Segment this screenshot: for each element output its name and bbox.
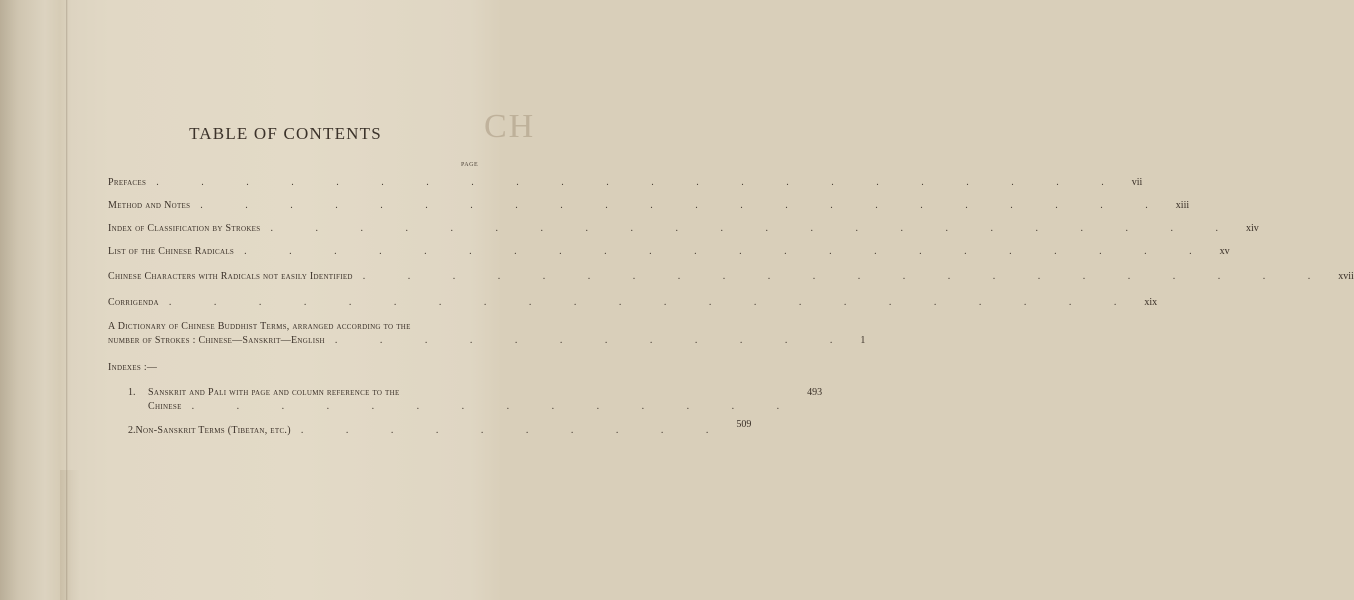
toc-entry-label-continued: number of Strokes : Chinese—Sanskrit—English bbox=[108, 335, 325, 346]
indexes-heading: Indexes :— bbox=[108, 362, 158, 373]
toc-entry-label: Sanskrit and Pali with page and column reference to the bbox=[148, 387, 400, 398]
leader-dots: . . . . . . . . . . . . . . . . . . . . . . bbox=[244, 246, 1212, 257]
leader-dots: . . . . . . . . . . . . bbox=[334, 335, 853, 346]
subentry-number: 2. bbox=[128, 425, 136, 436]
toc-entry-page: 493 bbox=[807, 387, 823, 398]
bleed-through-text: CH bbox=[484, 108, 536, 145]
toc-entry-label: Prefaces bbox=[108, 177, 147, 188]
page-title: TABLE OF CONTENTS bbox=[189, 124, 382, 143]
toc-entry-dictionary bbox=[108, 320, 866, 348]
leader-dots: . . . . . . . . . . . . . . . . . . . . . . bbox=[200, 200, 1168, 211]
leader-dots: . . . . . . . . . . . . . . bbox=[191, 401, 800, 412]
leader-dots: . . . . . . . . . . . . . . . . . . . . . . bbox=[156, 177, 1124, 188]
leader-dots: . . . . . . . . . . . . . . . . . . . . . . bbox=[168, 297, 1137, 308]
toc-entry bbox=[108, 270, 1354, 284]
toc-entry bbox=[108, 176, 1143, 190]
toc-entry-page: xix bbox=[1144, 297, 1158, 308]
toc-entry-label: Chinese Characters with Radicals not easily Identified bbox=[108, 271, 353, 282]
page-stain bbox=[60, 470, 80, 600]
toc-subentry bbox=[128, 386, 823, 414]
toc-entry-label: List of the Chinese Radicals bbox=[108, 246, 235, 257]
page-column-header: PAGE bbox=[461, 162, 479, 168]
subentry-number: 1. bbox=[128, 387, 136, 398]
toc-entry-page: 1 bbox=[860, 335, 866, 346]
leader-dots: . . . . . . . . . . . . . . . . . . . . . . bbox=[362, 271, 1331, 282]
toc-entry-label: Method and Notes bbox=[108, 200, 191, 211]
toc-entry bbox=[108, 245, 1230, 259]
toc-entry-page: xiv bbox=[1245, 223, 1259, 234]
toc-section-heading bbox=[108, 361, 482, 375]
toc-entry-label: Corrigenda bbox=[108, 297, 159, 308]
toc-entry-label-continued: Chinese bbox=[148, 401, 182, 412]
toc-entry-page: xvii bbox=[1338, 271, 1354, 282]
toc-entry-page: 509 bbox=[736, 419, 752, 430]
toc-entry bbox=[108, 199, 1190, 213]
toc-entry-page: xv bbox=[1219, 246, 1230, 257]
toc-entry-label: Index of Classification by Strokes bbox=[108, 223, 261, 234]
toc-entry-label: A Dictionary of Chinese Buddhist Terms, arranged according to the bbox=[108, 321, 411, 332]
toc-entry-label: Non-Sanskrit Terms (Tibetan, etc.) bbox=[135, 425, 291, 436]
toc-entry-page: xiii bbox=[1175, 200, 1190, 211]
toc-entry bbox=[108, 222, 1259, 236]
toc-entry bbox=[108, 296, 1158, 310]
leader-dots: . . . . . . . . . . . . . . . . . . . . . . bbox=[270, 223, 1238, 234]
toc-subentry bbox=[128, 419, 752, 438]
toc-entry-page: vii bbox=[1131, 177, 1143, 188]
leader-dots: . . . . . . . . . . bbox=[300, 425, 729, 436]
